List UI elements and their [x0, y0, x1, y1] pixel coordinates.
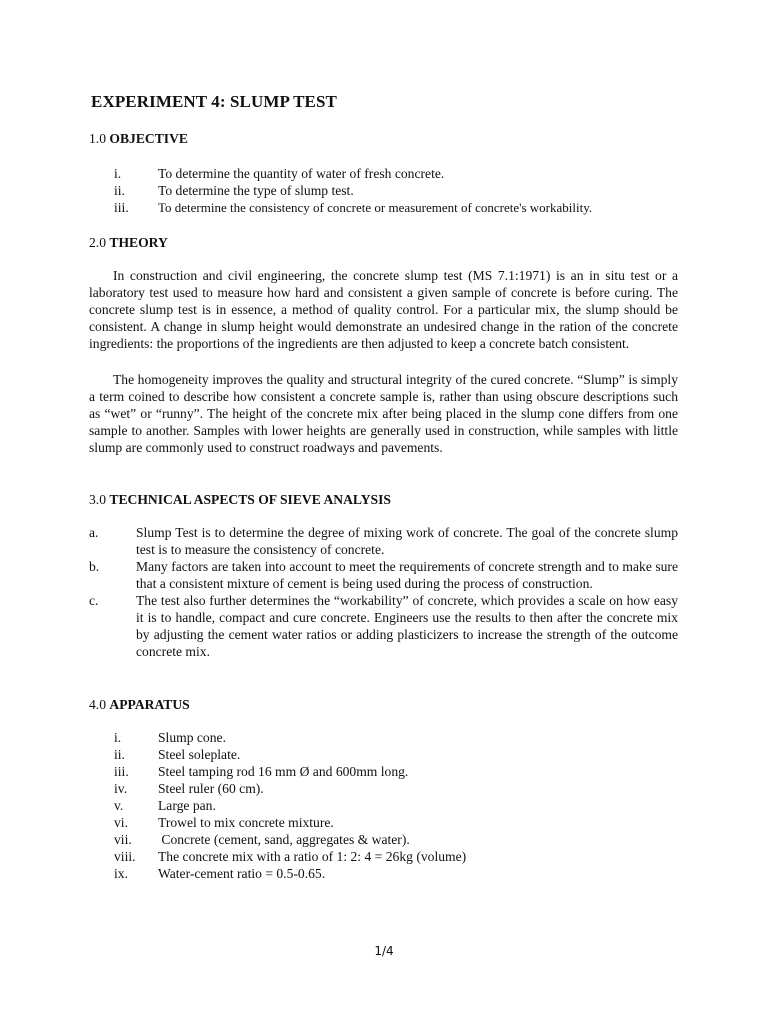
- list-item: [89, 763, 689, 780]
- list-marker: c.: [89, 593, 99, 608]
- list-item: [89, 182, 689, 199]
- list-marker: vi.: [114, 815, 128, 830]
- list-item: [89, 199, 689, 216]
- list-marker: iii.: [114, 764, 129, 779]
- theory-paragraph: In construction and civil engineering, the concrete slump test (MS 7.1:1971) is an in situ test or a laboratory test used to measure how hard and consistent a given sample of concrete is before curing. The concrete slump test is in essence, a method of quality control. For a particular mix, the slump should be consistent. A change in slump height would demonstrate an undesired change in the ration of the concrete ingredients: the proportions of the ingredients are then adjusted to keep a concrete batch consistent.: [89, 268, 678, 351]
- list-item: [89, 831, 689, 848]
- section-title: THEORY: [109, 235, 168, 250]
- list-text: To determine the type of slump test.: [158, 183, 354, 198]
- section-title: OBJECTIVE: [109, 131, 188, 146]
- section-title: TECHNICAL ASPECTS OF SIEVE ANALYSIS: [109, 492, 391, 507]
- section-title: APPARATUS: [109, 697, 190, 712]
- page-number: 1/4: [374, 944, 394, 958]
- list-text: To determine the consistency of concrete or measurement of concrete's workability.: [158, 200, 593, 215]
- list-item: [89, 865, 689, 882]
- section-heading-objective: [89, 130, 188, 147]
- section-heading-technical: [89, 491, 391, 508]
- apparatus-list: [89, 729, 689, 882]
- objective-list: [89, 165, 689, 216]
- list-text: Steel soleplate.: [158, 747, 241, 762]
- list-item: [89, 592, 689, 660]
- list-text: Slump cone.: [158, 730, 226, 745]
- list-text: The test also further determines the “workability” of concrete, which provides a scale on how easy it is to handle, compact and cure concrete. Engineers use the results to then after the concrete mix by adjusting the cement water ratios or adding plasticizers to increase the strength of the outcome concrete mix.: [136, 593, 678, 659]
- list-marker: i.: [114, 730, 122, 745]
- technical-list: [89, 524, 689, 660]
- list-item: [89, 746, 689, 763]
- list-item: [89, 797, 689, 814]
- list-marker: vii.: [114, 832, 132, 847]
- list-marker: ii.: [114, 747, 125, 762]
- section-heading-theory: [89, 234, 168, 251]
- list-text: Large pan.: [158, 798, 216, 813]
- section-number: 2.0: [89, 235, 106, 250]
- list-marker: i.: [114, 166, 122, 181]
- page-title: EXPERIMENT 4: SLUMP TEST: [91, 92, 337, 111]
- list-text: Steel tamping rod 16 mm Ø and 600mm long.: [158, 764, 409, 779]
- section-heading-apparatus: [89, 696, 190, 713]
- list-marker: iv.: [114, 781, 128, 796]
- list-item: [89, 558, 689, 592]
- list-text: To determine the quantity of water of fresh concrete.: [158, 166, 445, 181]
- list-marker: iii.: [114, 200, 129, 215]
- list-item: [89, 729, 689, 746]
- list-item: [89, 848, 689, 865]
- list-marker: v.: [114, 798, 124, 813]
- theory-paragraph: The homogeneity improves the quality and structural integrity of the cured concrete. “Slump” is simply a term coined to describe how consistent a concrete sample is, rather than using obscure descriptions such as “wet” or “runny”. The height of the concrete mix after being placed in the slump cone differs from one sample to another. Samples with lower heights are generally used in construction, while samples with little slump are commonly used to construct roadways and pavements.: [89, 372, 678, 455]
- section-number: 3.0: [89, 492, 106, 507]
- list-text: Water-cement ratio = 0.5-0.65.: [158, 866, 326, 881]
- list-marker: viii.: [114, 849, 136, 864]
- list-text: Slump Test is to determine the degree of mixing work of concrete. The goal of the concrete slump test is to measure the consistency of concrete.: [136, 525, 678, 557]
- list-text: Many factors are taken into account to meet the requirements of concrete strength and to make sure that a consistent mixture of cement is being used during the process of construction.: [136, 559, 678, 591]
- list-item: [89, 780, 689, 797]
- list-marker: b.: [89, 559, 100, 574]
- list-text: The concrete mix with a ratio of 1: 2: 4 = 26kg (volume): [158, 849, 467, 864]
- list-text: Steel ruler (60 cm).: [158, 781, 264, 796]
- list-marker: ii.: [114, 183, 125, 198]
- list-marker: ix.: [114, 866, 128, 881]
- list-marker: a.: [89, 525, 99, 540]
- list-item: [89, 165, 689, 182]
- list-item: [89, 814, 689, 831]
- list-text: Concrete (cement, sand, aggregates & water).: [158, 832, 410, 847]
- list-item: [89, 524, 689, 558]
- section-number: 4.0: [89, 697, 106, 712]
- section-number: 1.0: [89, 131, 106, 146]
- list-text: Trowel to mix concrete mixture.: [158, 815, 334, 830]
